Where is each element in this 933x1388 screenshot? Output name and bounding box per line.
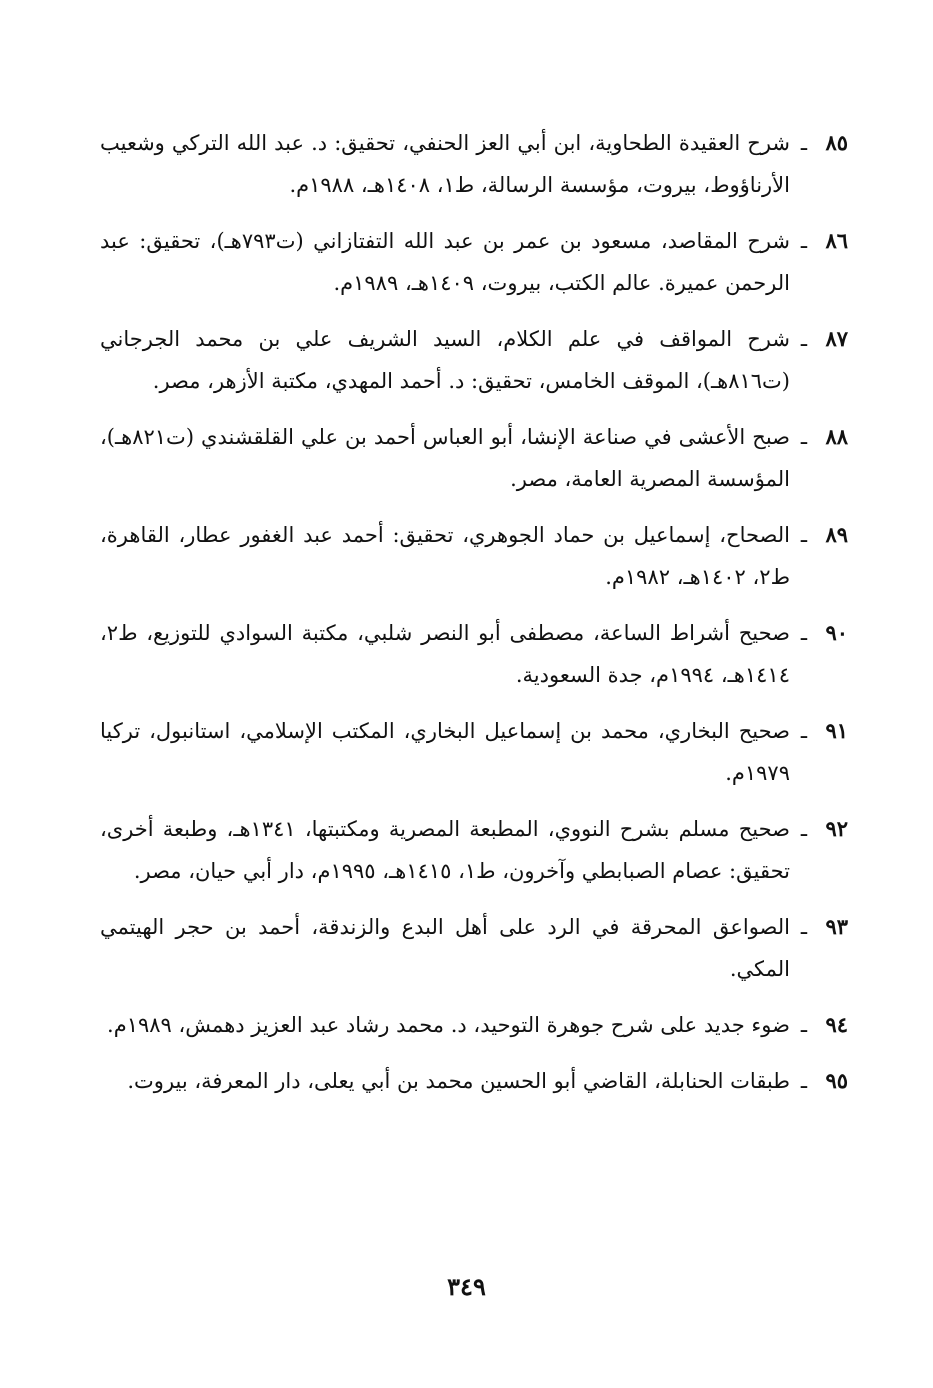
entry-dash: ـ <box>800 425 808 449</box>
entry-number: ٨٧ <box>825 326 848 351</box>
entry-text: صبح الأعشى في صناعة الإنشا، أبو العباس أحمد بن علي القلقشندي (ت٨٢١هـ)، المؤسسة المصرية العامة، مصر. <box>100 425 790 491</box>
page-number: ٣٤٩ <box>447 1272 486 1301</box>
entry-dash: ـ <box>800 719 808 743</box>
entry-dash: ـ <box>800 229 808 253</box>
entry-dash: ـ <box>800 621 808 645</box>
entry-dash: ـ <box>800 131 808 155</box>
entry-text: شرح المواقف في علم الكلام، السيد الشريف علي بن محمد الجرجاني (ت٨١٦هـ)، الموقف الخامس، تحقيق: د. أحمد المهدي، مكتبة الأزهر، مصر. <box>100 327 790 393</box>
entry-number: ٩٣ <box>825 914 848 939</box>
entry-number: ٩٢ <box>825 816 848 841</box>
entry-text: الصواعق المحرقة في الرد على أهل البدع والزندقة، أحمد بن حجر الهيتمي المكي. <box>100 915 790 981</box>
entry-dash: ـ <box>800 523 808 547</box>
entry-text: صحيح مسلم بشرح النووي، المطبعة المصرية ومكتبتها، ١٣٤١هـ، وطبعة أخرى، تحقيق: عصام الصبابطي وآخرون، ط١، ١٤١٥هـ، ١٩٩٥م، دار أبي حيان، مصر. <box>100 817 790 883</box>
entry-number: ٨٩ <box>825 522 848 547</box>
entry-number: ٩٤ <box>825 1012 848 1037</box>
reference-entry <box>100 612 848 696</box>
entry-text: ضوء جديد على شرح جوهرة التوحيد، د. محمد رشاد عبد العزيز دهمش، ١٩٨٩م. <box>107 1013 790 1037</box>
entry-dash: ـ <box>800 1069 808 1093</box>
entry-text: شرح العقيدة الطحاوية، ابن أبي العز الحنفي، تحقيق: د. عبد الله التركي وشعيب الأرناؤوط، بيروت، مؤسسة الرسالة، ط١، ١٤٠٨هـ، ١٩٨٨م. <box>100 131 790 197</box>
entry-number: ٩٠ <box>825 620 848 645</box>
reference-entry <box>100 122 848 206</box>
reference-entry <box>100 514 848 598</box>
entry-number: ٨٦ <box>825 228 848 253</box>
reference-entry <box>100 318 848 402</box>
reference-entry <box>100 808 848 892</box>
entry-text: صحيح أشراط الساعة، مصطفى أبو النصر شلبي، مكتبة السوادي للتوزيع، ط٢، ١٤١٤هـ، ١٩٩٤م، جدة السعودية. <box>100 621 790 687</box>
entry-number: ٩١ <box>825 718 848 743</box>
entry-number: ٨٥ <box>825 130 848 155</box>
reference-entry <box>100 416 848 500</box>
entry-text: طبقات الحنابلة، القاضي أبو الحسين محمد بن أبي يعلى، دار المعرفة، بيروت. <box>127 1069 790 1093</box>
entry-number: ٨٨ <box>825 424 848 449</box>
reference-entry <box>100 906 848 990</box>
reference-list <box>100 122 848 1102</box>
entry-number: ٩٥ <box>825 1068 848 1093</box>
reference-entry <box>100 710 848 794</box>
entry-dash: ـ <box>800 915 808 939</box>
entry-text: صحيح البخاري، محمد بن إسماعيل البخاري، المكتب الإسلامي، استانبول، تركيا ١٩٧٩م. <box>100 719 790 785</box>
entry-dash: ـ <box>800 1013 808 1037</box>
entry-dash: ـ <box>800 327 808 351</box>
entry-text: الصحاح، إسماعيل بن حماد الجوهري، تحقيق: أحمد عبد الغفور عطار، القاهرة، ط٢، ١٤٠٢هـ، ١٩٨٢م. <box>100 523 790 589</box>
entry-text: شرح المقاصد، مسعود بن عمر بن عبد الله التفتازاني (ت٧٩٣هـ)، تحقيق: عبد الرحمن عميرة. عالم الكتب، بيروت، ١٤٠٩هـ، ١٩٨٩م. <box>100 229 791 295</box>
reference-entry <box>100 220 848 304</box>
entry-dash: ـ <box>800 817 808 841</box>
reference-entry <box>100 1004 848 1046</box>
reference-entry <box>100 1060 848 1102</box>
